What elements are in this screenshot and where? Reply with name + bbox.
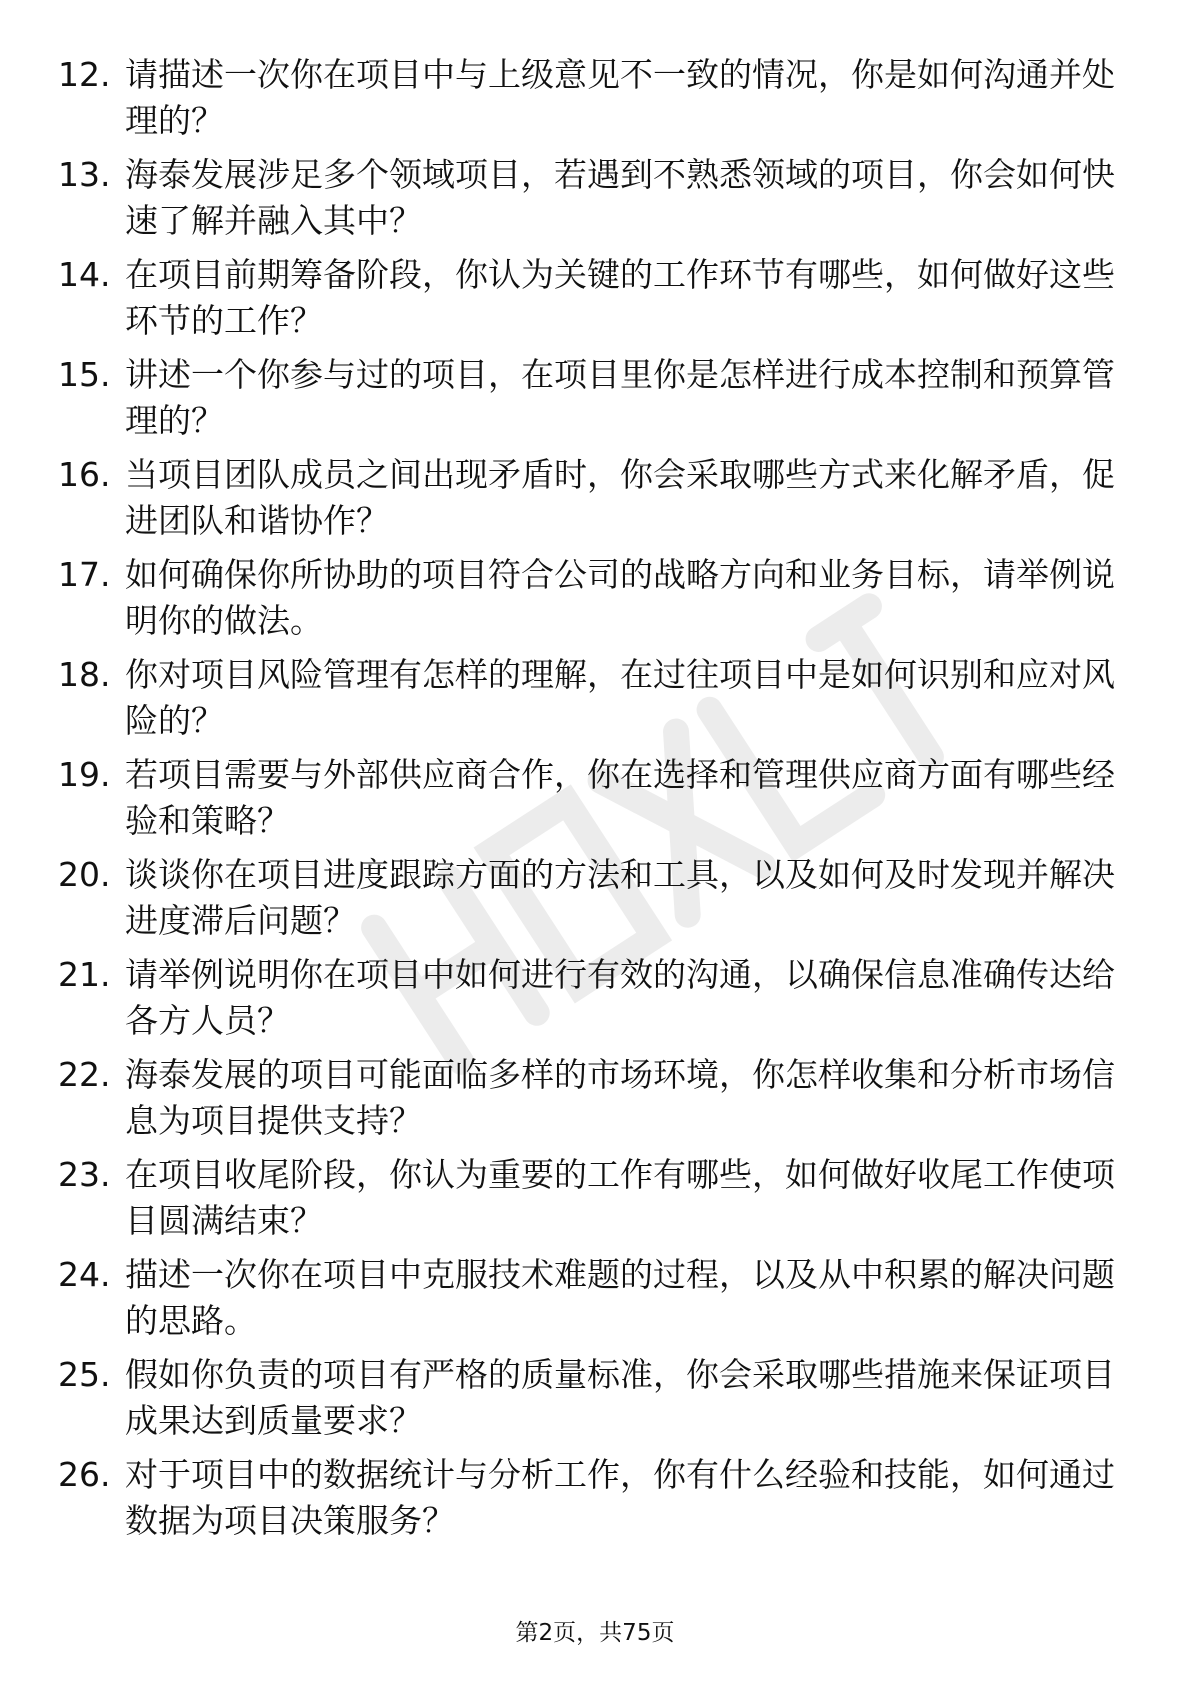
question-item xyxy=(58,552,1120,652)
question-text: 海泰发展的项目可能面临多样的市场环境，你怎样收集和分析市场信息为项目提供支持？ xyxy=(125,1055,1115,1140)
question-item xyxy=(58,1352,1120,1452)
question-list xyxy=(58,52,1120,1552)
question-number: 14. xyxy=(58,255,111,294)
question-number: 18. xyxy=(58,655,111,694)
question-text: 假如你负责的项目有严格的质量标准，你会采取哪些措施来保证项目成果达到质量要求？ xyxy=(125,1355,1115,1440)
question-item xyxy=(58,652,1120,752)
question-item xyxy=(58,152,1120,252)
question-number: 24. xyxy=(58,1255,111,1294)
question-item xyxy=(58,852,1120,952)
question-text: 对于项目中的数据统计与分析工作，你有什么经验和技能，如何通过数据为项目决策服务？ xyxy=(125,1455,1115,1540)
question-item xyxy=(58,452,1120,552)
question-number: 13. xyxy=(58,155,111,194)
question-text: 在项目收尾阶段，你认为重要的工作有哪些，如何做好收尾工作使项目圆满结束？ xyxy=(125,1155,1115,1240)
question-item xyxy=(58,1152,1120,1252)
question-item xyxy=(58,352,1120,452)
question-number: 15. xyxy=(58,355,111,394)
question-number: 21. xyxy=(58,955,111,994)
question-number: 12. xyxy=(58,55,111,94)
question-item xyxy=(58,1452,1120,1552)
question-text: 在项目前期筹备阶段，你认为关键的工作环节有哪些，如何做好这些环节的工作？ xyxy=(125,255,1115,340)
question-item xyxy=(58,252,1120,352)
page-footer: 第2页，共75页 xyxy=(515,1620,675,1646)
question-text: 如何确保你所协助的项目符合公司的战略方向和业务目标，请举例说明你的做法。 xyxy=(125,555,1115,640)
question-text: 讲述一个你参与过的项目，在项目里你是怎样进行成本控制和预算管理的？ xyxy=(125,355,1115,440)
question-text: 海泰发展涉足多个领域项目，若遇到不熟悉领域的项目，你会如何快速了解并融入其中？ xyxy=(125,155,1115,240)
question-text: 当项目团队成员之间出现矛盾时，你会采取哪些方式来化解矛盾，促进团队和谐协作？ xyxy=(125,455,1115,540)
question-text: 描述一次你在项目中克服技术难题的过程，以及从中积累的解决问题的思路。 xyxy=(125,1255,1115,1340)
question-number: 17. xyxy=(58,555,111,594)
question-number: 26. xyxy=(58,1455,111,1494)
question-text: 请描述一次你在项目中与上级意见不一致的情况，你是如何沟通并处理的？ xyxy=(125,55,1115,140)
question-number: 25. xyxy=(58,1355,111,1394)
page-content xyxy=(58,52,1120,1552)
question-text: 谈谈你在项目进度跟踪方面的方法和工具，以及如何及时发现并解决进度滞后问题？ xyxy=(125,855,1115,940)
question-item xyxy=(58,1252,1120,1352)
question-number: 16. xyxy=(58,455,111,494)
question-number: 22. xyxy=(58,1055,111,1094)
question-text: 请举例说明你在项目中如何进行有效的沟通，以确保信息准确传达给各方人员？ xyxy=(125,955,1115,1040)
question-item xyxy=(58,52,1120,152)
question-text: 你对项目风险管理有怎样的理解，在过往项目中是如何识别和应对风险的？ xyxy=(125,655,1115,740)
question-text: 若项目需要与外部供应商合作，你在选择和管理供应商方面有哪些经验和策略？ xyxy=(125,755,1115,840)
question-item xyxy=(58,752,1120,852)
question-item xyxy=(58,1052,1120,1152)
question-number: 23. xyxy=(58,1155,111,1194)
question-number: 19. xyxy=(58,755,111,794)
question-item xyxy=(58,952,1120,1052)
question-number: 20. xyxy=(58,855,111,894)
